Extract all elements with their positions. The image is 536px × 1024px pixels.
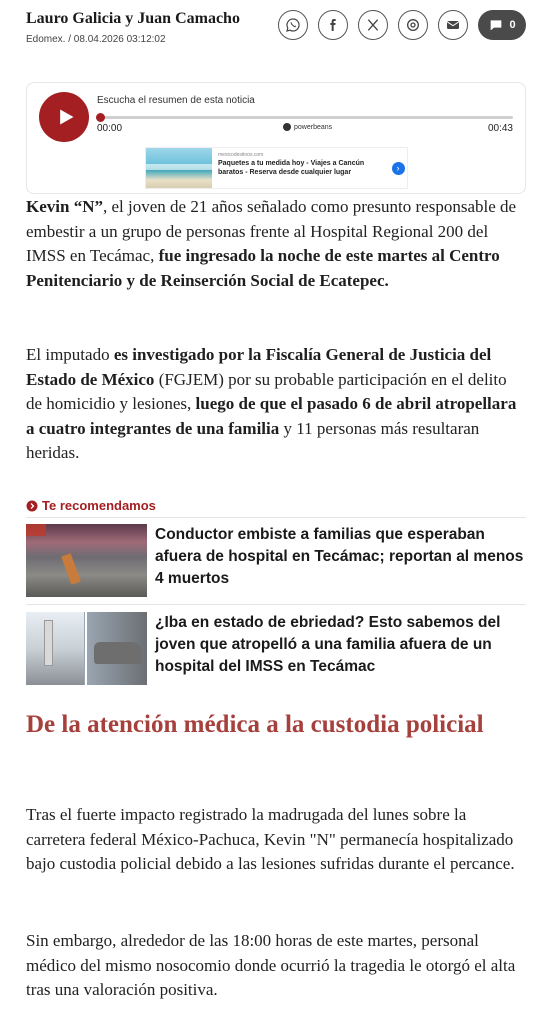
recommended-item[interactable] xyxy=(26,612,526,686)
article-paragraph-1 xyxy=(26,195,526,293)
bold-text: luego de que el pasado 6 de abril atropellara a cuatro integrantes de una familia xyxy=(26,394,517,438)
powered-by-label: powerbeans xyxy=(294,123,333,131)
body-text: , el joven de 21 años señalado como presunto responsable de embestir a un grupo de personas frente al Hospital Regional 200 del IMSS en Tecámac, xyxy=(26,197,517,265)
play-button[interactable] xyxy=(39,92,89,142)
recommended-title[interactable]: ¿Iba en estado de ebriedad? Esto sabemos del joven que atropelló a una familia afuera de un hospital del IMSS en Tecámac xyxy=(155,614,501,675)
current-time: 00:00 xyxy=(97,123,123,134)
arrow-circle-icon xyxy=(26,500,38,512)
author-name[interactable]: Lauro Galicia y Juan Camacho xyxy=(26,10,240,27)
total-time: 00:43 xyxy=(487,123,513,134)
advertisement[interactable] xyxy=(145,147,408,189)
player-title: Escucha el resumen de esta noticia xyxy=(97,95,255,106)
comment-icon xyxy=(488,17,504,33)
recommended-thumbnail[interactable] xyxy=(26,524,147,597)
facebook-share-button[interactable] xyxy=(318,10,348,40)
powerbeans-logo-icon xyxy=(283,123,291,131)
bold-text: Kevin “N” xyxy=(26,197,103,216)
divider xyxy=(26,517,526,518)
ad-image xyxy=(146,148,212,188)
article-paragraph-3: Tras el fuerte impacto registrado la madrugada del lunes sobre la carretera federal México-Pachuca, Kevin "N" permanecía hospitalizado bajo custodia policial debido a las lesiones sufridas durante el percance. xyxy=(26,805,515,873)
article-paragraph-4: Sin embargo, alrededor de las 18:00 horas de este martes, personal médico del mismo nosocomio donde ocurrió la tragedia le otorgó el alta tras una valoración positiva. xyxy=(26,931,516,999)
thumbnail-detail xyxy=(94,642,142,664)
bold-text: fue ingresado la noche de este martes al Centro Penitenciario y de Reinserción Social de Ecatepec. xyxy=(26,246,500,290)
progress-knob[interactable] xyxy=(96,113,105,122)
threads-icon xyxy=(405,17,421,33)
article-meta: Edomex. / 08.04.2026 03:12:02 xyxy=(26,34,166,45)
threads-share-button[interactable] xyxy=(398,10,428,40)
article-paragraph-2 xyxy=(26,343,526,466)
comments-button[interactable] xyxy=(478,10,526,40)
recommended-thumbnail[interactable] xyxy=(26,612,147,685)
email-share-button[interactable] xyxy=(438,10,468,40)
progress-bar[interactable] xyxy=(99,116,513,119)
whatsapp-icon xyxy=(285,17,301,33)
play-icon xyxy=(56,107,76,127)
share-bar xyxy=(278,10,526,40)
comments-count: 0 xyxy=(509,19,516,31)
article-byline xyxy=(26,10,240,45)
thumbnail-detail xyxy=(61,553,81,585)
recommended-title[interactable]: Conductor embiste a familias que esperaban afuera de hospital en Tecámac; reportan al menos 4 muertos xyxy=(155,526,524,587)
ad-source: mexicodestinos.com xyxy=(218,152,264,158)
thumbnail-detail xyxy=(44,620,53,666)
recommended-label: Te recomendamos xyxy=(42,498,156,513)
recommended-item[interactable] xyxy=(26,524,526,598)
body-text: (FGJEM) por su probable participación en el delito de homicidio y lesiones, xyxy=(26,369,507,413)
section-subheading: De la atención médica a la custodia policial xyxy=(26,711,484,738)
divider xyxy=(26,604,526,605)
body-text: El imputado xyxy=(26,345,114,364)
bold-text: es investigado por la Fiscalía General de Justicia del Estado de México xyxy=(26,345,492,389)
x-share-button[interactable] xyxy=(358,10,388,40)
ad-arrow-button[interactable] xyxy=(389,148,407,188)
facebook-icon xyxy=(325,17,341,33)
body-text: y 11 personas más resultaran heridas. xyxy=(26,418,480,462)
recommended-heading xyxy=(26,498,156,513)
audio-summary-player xyxy=(26,82,526,194)
ad-text xyxy=(212,148,389,188)
thumbnail-detail xyxy=(26,524,46,536)
x-icon xyxy=(365,17,381,33)
powered-by xyxy=(283,123,332,131)
thumbnail-detail xyxy=(85,612,87,685)
ad-headline[interactable]: Paquetes a tu medida hoy - Viajes a Cancún baratos - Reserva desde cualquier lugar xyxy=(218,160,365,176)
whatsapp-share-button[interactable] xyxy=(278,10,308,40)
email-icon xyxy=(445,17,461,33)
thumbnail-detail xyxy=(26,612,84,685)
chevron-right-icon: › xyxy=(392,162,405,175)
